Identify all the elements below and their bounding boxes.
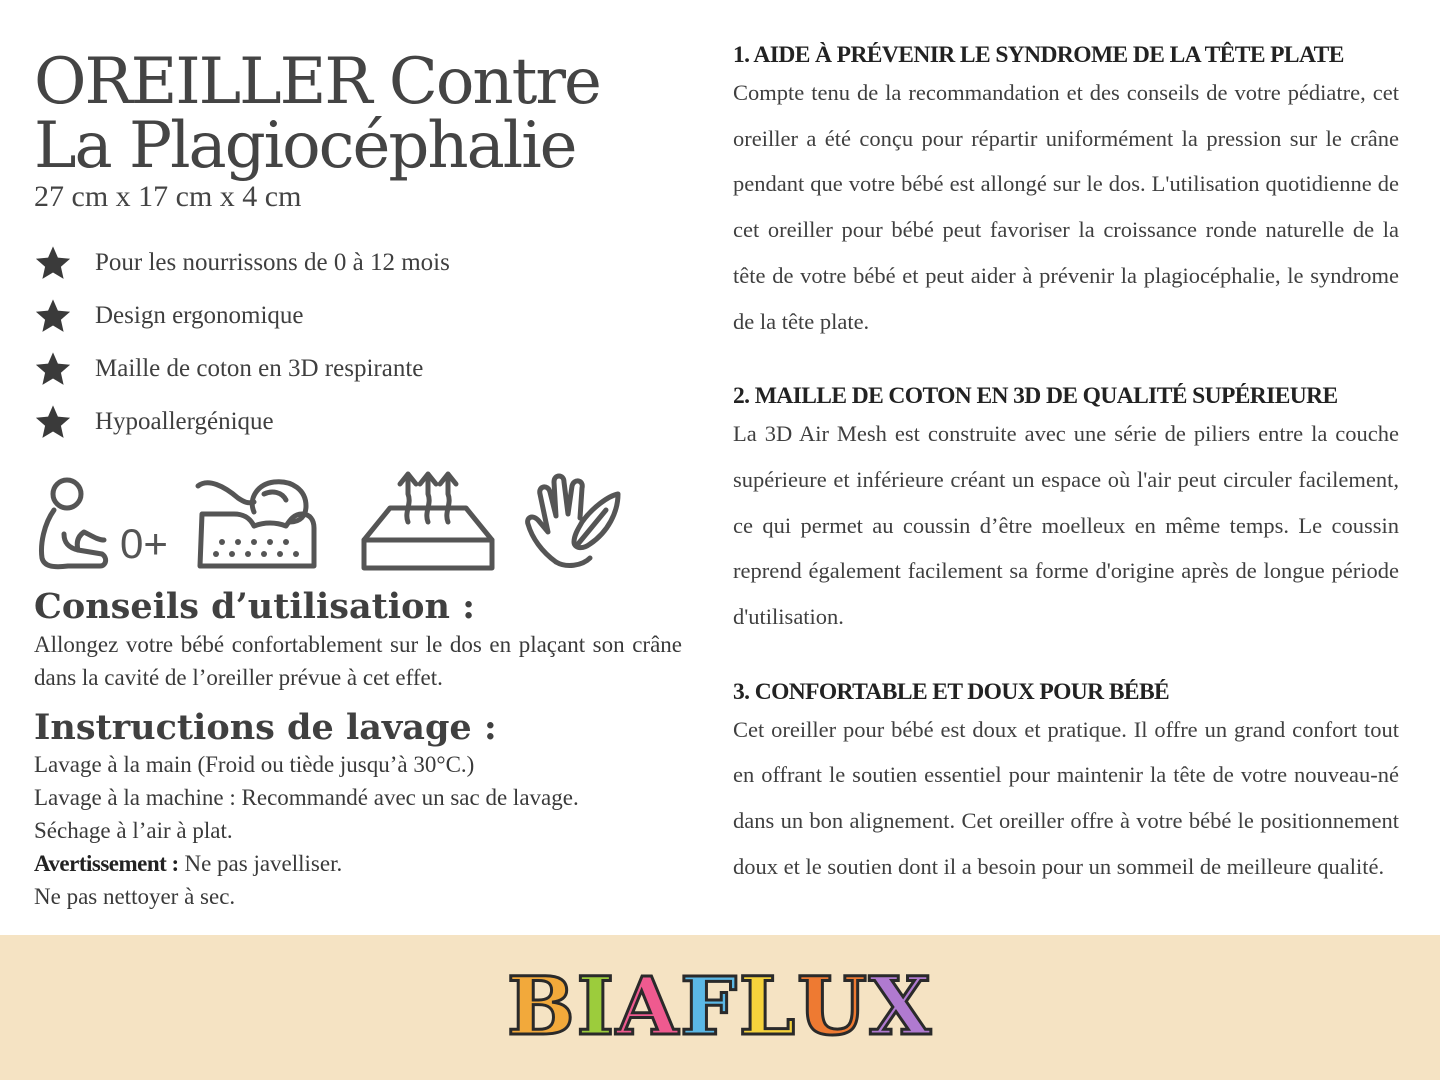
washing-heading: Instructions de lavage : xyxy=(34,707,497,748)
breathable-mattress-icon xyxy=(360,470,496,579)
footer-band xyxy=(0,935,1440,1080)
star-icon xyxy=(34,403,72,441)
star-icon xyxy=(34,244,72,282)
feature-item xyxy=(34,395,682,448)
brand-logo xyxy=(506,958,933,1053)
age-label: 0+ xyxy=(120,520,168,567)
washing-line: Ne pas nettoyer à sec. xyxy=(34,884,236,909)
benefit-section xyxy=(733,381,1399,640)
product-dimensions: 27 cm x 17 cm x 4 cm xyxy=(34,180,302,213)
star-icon xyxy=(34,297,72,335)
section-body: La 3D Air Mesh est construite avec une série de piliers entre la couche supérieure et inférieure créant un espace où l'air peut circuler facilement, ce qui permet au coussin d’être moelleux en même temps. Le coussin reprend également facilement sa forme d'origine après de longue période d'utilisation. xyxy=(733,421,1399,630)
right-column xyxy=(733,40,1399,927)
brand-letter: A xyxy=(616,958,681,1053)
warning-text: Ne pas javelliser. xyxy=(178,851,343,876)
usage-heading: Conseils d’utilisation : xyxy=(34,586,476,627)
star-icon xyxy=(34,350,72,388)
feature-label: Hypoallergénique xyxy=(95,407,274,435)
feature-label: Maille de coton en 3D respirante xyxy=(95,354,424,382)
brand-letter: L xyxy=(738,958,798,1053)
pillow-icon xyxy=(194,472,322,577)
product-title xyxy=(34,45,682,183)
washing-line: Lavage à la machine : Recommandé avec un sac de lavage. xyxy=(34,785,579,810)
brand-letter: U xyxy=(797,958,869,1053)
section-title: 1. AIDE À PRÉVENIR LE SYNDROME DE LA TÊTE PLATE xyxy=(733,42,1344,68)
section-title: 3. CONFORTABLE ET DOUX POUR BÉBÉ xyxy=(733,678,1170,705)
brand-letter: B xyxy=(506,958,577,1053)
section-body: Compte tenu de la recommandation et des conseils de votre pédiatre, cet oreiller a été conçu pour répartir uniformément la pression sur le crâne pendant que votre bébé est allongé sur le dos. L'utilisation quotidienne de cet oreiller pour bébé peut favoriser la croissance ronde naturelle de la tête de votre bébé et peut aider à prévenir la plagiocéphalie, le syndrome de la tête plate. xyxy=(733,80,1399,334)
feature-label: Design ergonomique xyxy=(95,301,304,329)
baby-icon xyxy=(34,474,168,574)
product-title-line1: OREILLER Contre xyxy=(34,45,600,119)
benefit-section xyxy=(733,677,1399,890)
pictogram-row xyxy=(34,470,682,578)
hand-feather-icon xyxy=(522,472,622,577)
product-title-line2: La Plagiocéphalie xyxy=(34,109,576,183)
warning-line xyxy=(34,847,682,880)
brand-letter: I xyxy=(576,958,617,1053)
section-title: 2. MAILLE DE COTON EN 3D DE QUALITÉ SUPÉRIEURE xyxy=(733,383,1338,410)
warning-label: Avertissement : xyxy=(34,851,179,876)
section-body: Cet oreiller pour bébé est doux et pratique. Il offre un grand confort tout en offrant le soutien essentiel pour maintenir la tête de votre nouveau-né dans un bon alignement. Cet oreiller offre à votre bébé le positionnement doux et le soutien dont il a besoin pour un sommeil de meilleure qualité. xyxy=(733,716,1399,879)
brand-letter: F xyxy=(680,958,739,1053)
washing-line: Séchage à l’air à plat. xyxy=(34,818,233,843)
washing-line: Lavage à la main (Froid ou tiède jusqu’à 30°C.) xyxy=(34,752,475,777)
washing-instructions xyxy=(34,748,682,913)
brand-letter: X xyxy=(868,958,933,1053)
feature-item xyxy=(34,289,682,342)
feature-item xyxy=(34,236,682,289)
left-column xyxy=(34,45,682,913)
feature-label: Pour les nourrissons de 0 à 12 mois xyxy=(95,248,450,276)
benefit-section xyxy=(733,40,1399,344)
usage-text: Allongez votre bébé confortablement sur le dos en plaçant son crâne dans la cavité de l’oreiller prévue à cet effet. xyxy=(34,632,682,690)
feature-item xyxy=(34,342,682,395)
feature-list xyxy=(34,236,682,448)
